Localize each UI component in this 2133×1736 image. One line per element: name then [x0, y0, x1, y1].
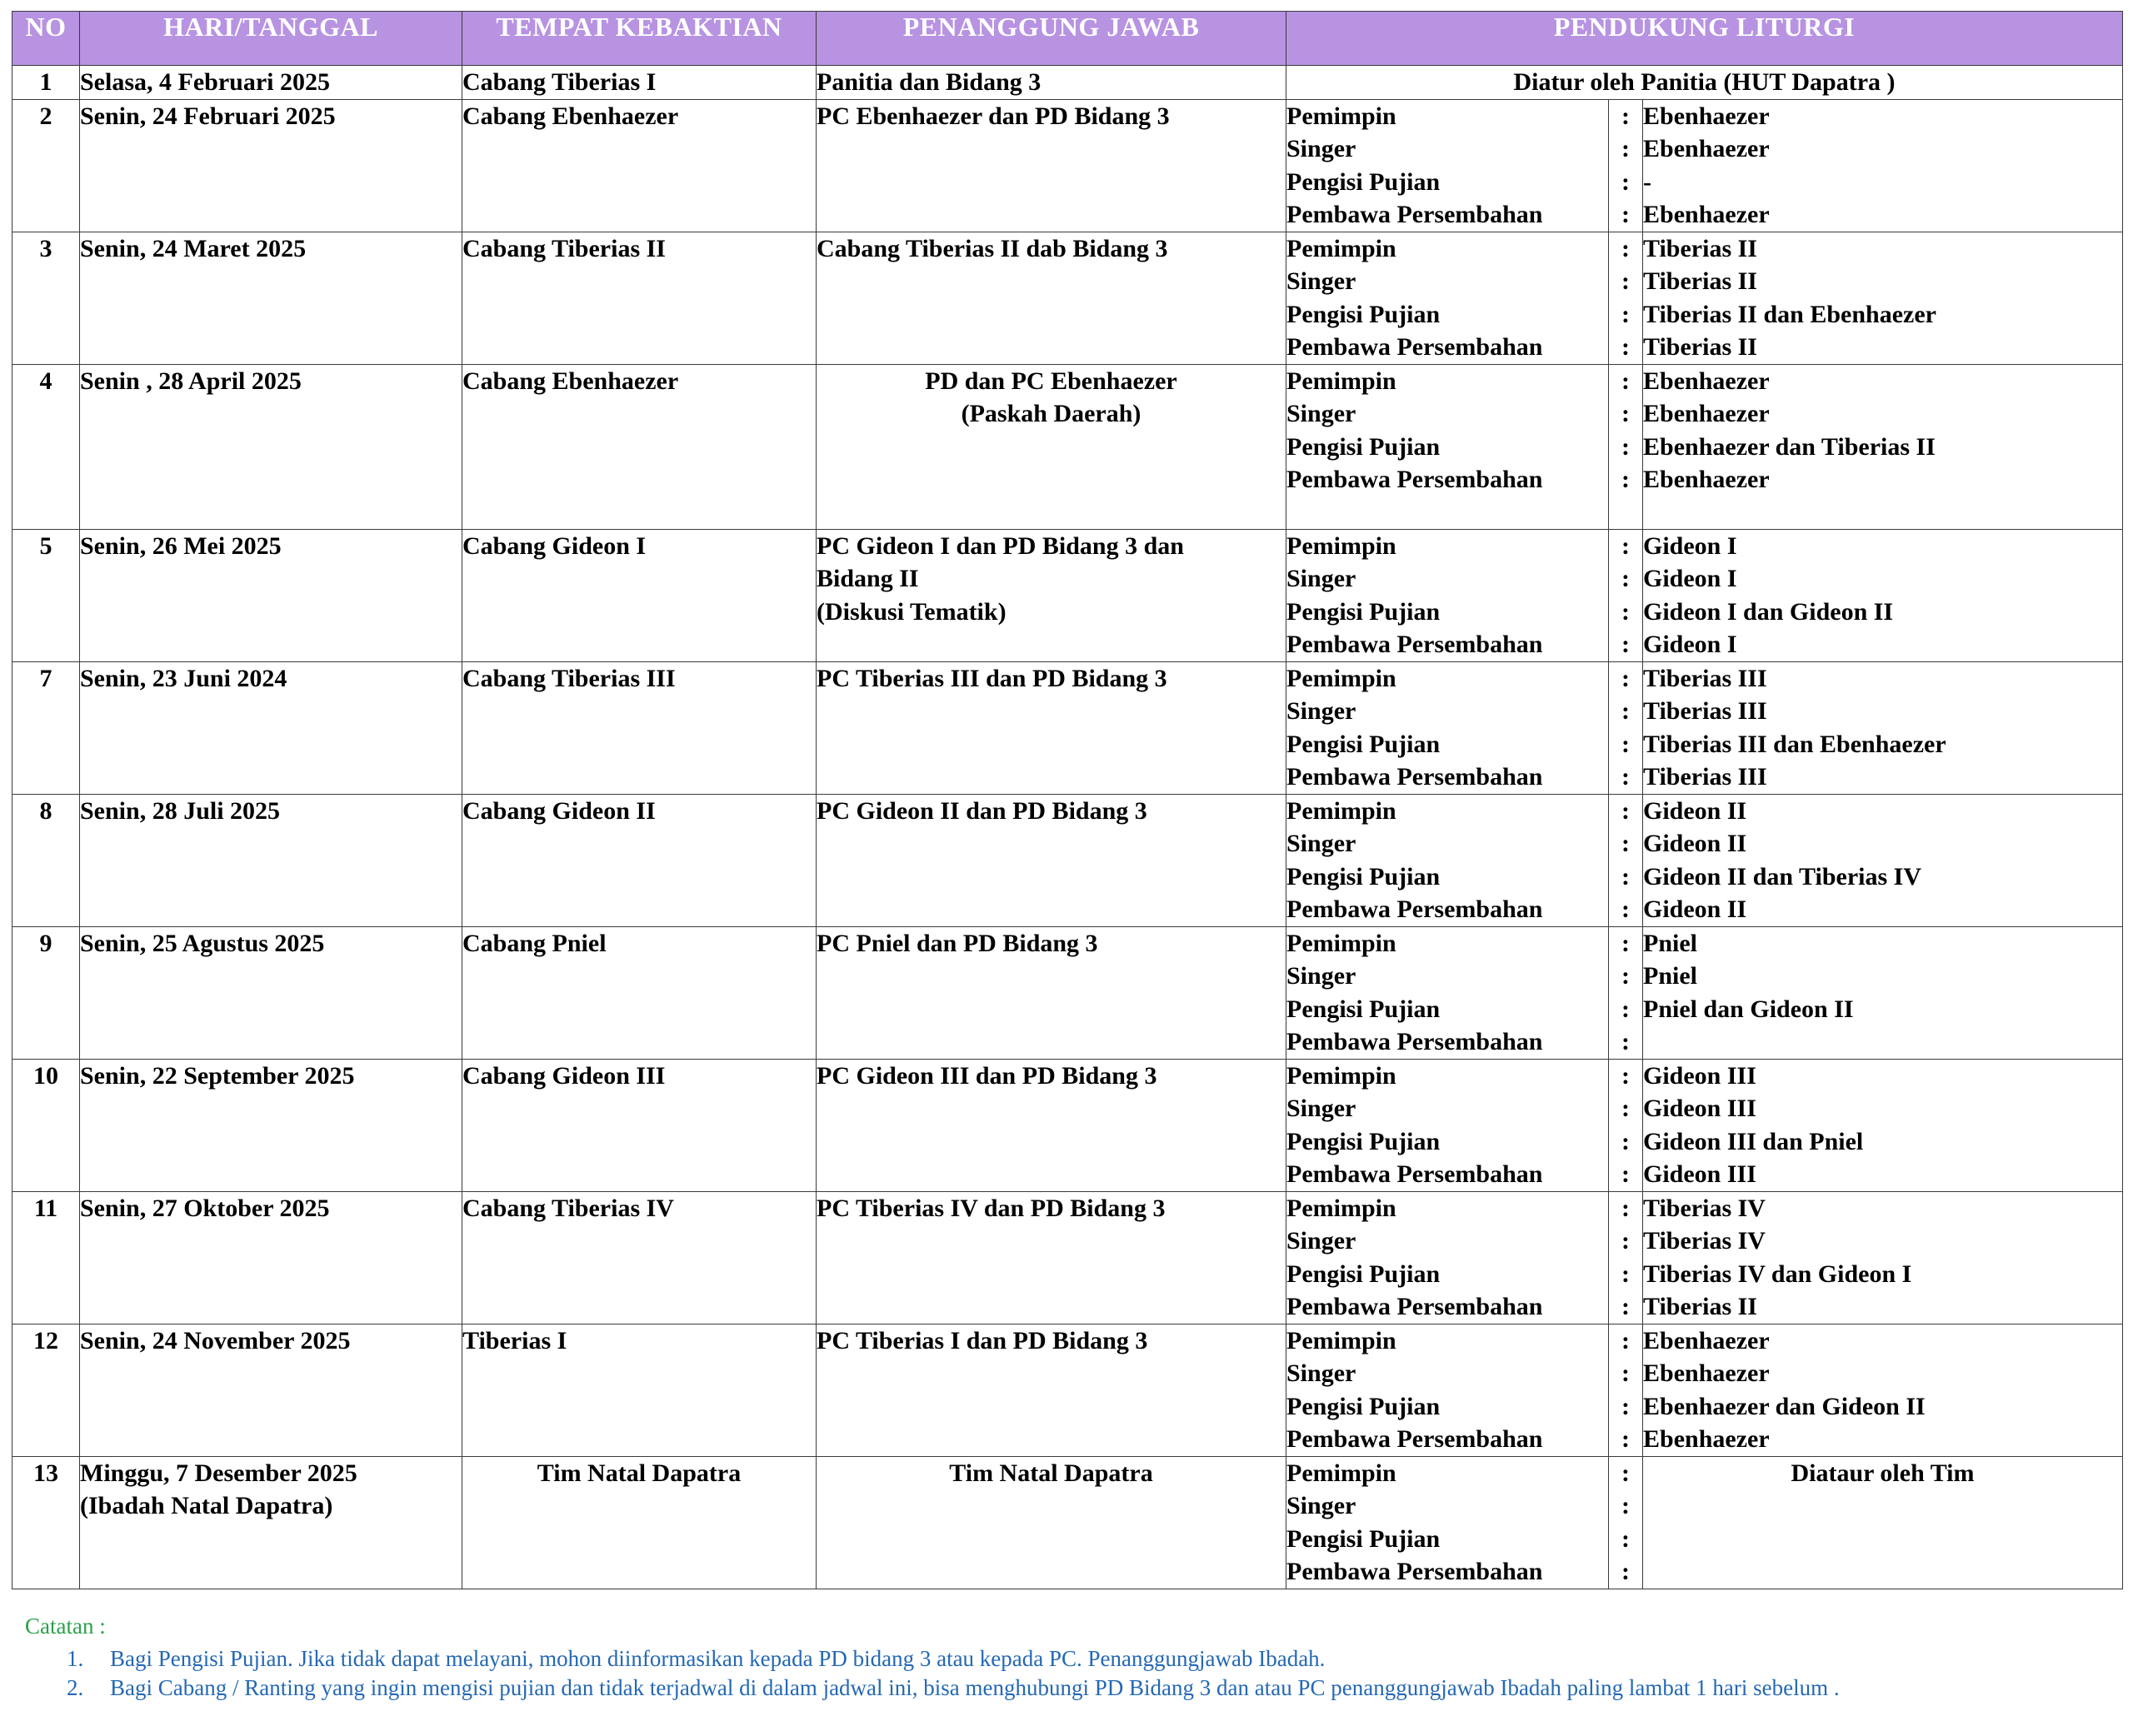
- colon-separator: :: [1621, 1524, 1630, 1553]
- role-value: Pniel dan Gideon II: [1643, 995, 1854, 1023]
- colon-separator: :: [1621, 1359, 1630, 1387]
- role-label: Pembawa Persembahan: [1286, 1558, 1543, 1585]
- role-value: Ebenhaezer: [1643, 400, 1770, 427]
- role-label: Pengisi Pujian: [1286, 1127, 1441, 1155]
- role-label: Singer: [1286, 267, 1356, 295]
- header-row: [12, 12, 2123, 66]
- role-label: Pembawa Persembahan: [1286, 1425, 1543, 1453]
- row-pic: [817, 1324, 1286, 1456]
- role-value: Ebenhaezer: [1643, 1425, 1770, 1453]
- row-number: 4: [12, 364, 80, 529]
- role-labels: [1286, 232, 1609, 364]
- notes-title: Catatan :: [25, 1614, 106, 1639]
- pic-line: Cabang Tiberias II dab Bidang 3: [817, 234, 1168, 262]
- role-value: Pniel: [1643, 962, 1697, 990]
- colon-column: [1609, 99, 1643, 232]
- role-value: Ebenhaezer dan Tiberias II: [1643, 432, 1936, 461]
- colon-separator: :: [1621, 697, 1630, 725]
- notes-list: [67, 1646, 1840, 1704]
- colon-column: [1609, 1191, 1643, 1324]
- role-label: Pembawa Persembahan: [1286, 466, 1543, 493]
- row-date: Senin, 24 Maret 2025: [80, 232, 462, 364]
- colon-separator: :: [1621, 1392, 1630, 1420]
- role-label: Pengisi Pujian: [1286, 597, 1441, 626]
- row-place: Cabang Pniel: [462, 926, 817, 1059]
- colon-separator: :: [1621, 664, 1630, 692]
- role-label: Pengisi Pujian: [1286, 1260, 1441, 1288]
- row-place: Cabang Tiberias III: [462, 661, 817, 794]
- row-date: [80, 1456, 462, 1589]
- colon-separator: :: [1621, 234, 1630, 262]
- role-label: Pembawa Persembahan: [1286, 895, 1543, 923]
- table-row: [12, 1324, 2123, 1456]
- row-date: Senin, 24 November 2025: [80, 1324, 462, 1456]
- colon-separator: :: [1621, 300, 1630, 328]
- role-label: Pembawa Persembahan: [1286, 333, 1543, 361]
- role-label: Singer: [1286, 1095, 1356, 1122]
- role-value: Ebenhaezer: [1643, 1326, 1770, 1354]
- role-label: Pembawa Persembahan: [1286, 763, 1543, 791]
- role-label: Singer: [1286, 1359, 1356, 1387]
- table-row: [12, 794, 2123, 926]
- role-value: Tiberias II dan Ebenhaezer: [1643, 300, 1936, 328]
- role-label: Pemimpin: [1286, 102, 1396, 130]
- pic-line: Bidang II: [817, 565, 919, 592]
- row-pic: [817, 661, 1286, 794]
- colon-column: [1609, 661, 1643, 794]
- colon-column: [1609, 794, 1643, 926]
- role-value: Gideon III: [1643, 1061, 1756, 1090]
- colon-separator: :: [1621, 1227, 1630, 1255]
- row-number: 10: [12, 1059, 80, 1191]
- row-place: Cabang Tiberias I: [462, 66, 817, 100]
- colon-separator: :: [1621, 1459, 1630, 1487]
- colon-column: [1609, 529, 1643, 661]
- role-label: Pengisi Pujian: [1286, 730, 1441, 758]
- colon-separator: :: [1621, 1425, 1630, 1453]
- pic-line: PC Tiberias IV dan PD Bidang 3: [817, 1194, 1166, 1222]
- role-value: Tiberias II: [1643, 267, 1757, 295]
- header-no: NO: [12, 12, 80, 66]
- colon-separator: :: [1621, 597, 1630, 626]
- pic-line: (Paskah Daerah): [961, 400, 1141, 427]
- role-label: Singer: [1286, 1227, 1356, 1255]
- role-label: Singer: [1286, 565, 1356, 592]
- row-number: 8: [12, 794, 80, 926]
- colon-separator: :: [1621, 1558, 1630, 1585]
- table-row: [12, 99, 2123, 232]
- role-label: Pembawa Persembahan: [1286, 1028, 1543, 1055]
- role-values: [1643, 364, 2123, 529]
- row-pic: [817, 1059, 1286, 1191]
- row-pic: Tim Natal Dapatra: [817, 1456, 1286, 1589]
- role-values: [1643, 1059, 2123, 1191]
- pic-line: PC Gideon II dan PD Bidang 3: [817, 796, 1147, 825]
- row-number: 13: [12, 1456, 80, 1589]
- role-label: Pemimpin: [1286, 367, 1396, 395]
- role-labels: [1286, 529, 1609, 661]
- pic-line: PC Gideon I dan PD Bidang 3 dan: [817, 531, 1184, 560]
- row-number: 9: [12, 926, 80, 1059]
- role-labels: [1286, 1456, 1609, 1589]
- table-row: [12, 1456, 2123, 1589]
- colon-separator: :: [1621, 1260, 1630, 1288]
- table-row: [12, 364, 2123, 529]
- role-label: Singer: [1286, 962, 1356, 990]
- role-labels: [1286, 926, 1609, 1059]
- colon-separator: :: [1621, 1293, 1630, 1320]
- row-date: Senin, 27 Oktober 2025: [80, 1191, 462, 1324]
- note-text: Bagi Pengisi Pujian. Jika tidak dapat melayani, mohon diinformasikan kepada PD bidang 3 atau kepada PC. Penanggungjawab Ibadah.: [110, 1646, 1326, 1671]
- row-number: 5: [12, 529, 80, 661]
- role-labels: [1286, 1191, 1609, 1324]
- note-text: Bagi Cabang / Ranting yang ingin mengisi pujian dan tidak terjadwal di dalam jadwal ini, bisa menghubungi PD Bidang 3 dan atau PC penanggungjawab Ibadah paling lambat 1 hari sebelum .: [110, 1675, 1840, 1700]
- row-number: 1: [12, 66, 80, 100]
- role-labels: [1286, 1324, 1609, 1456]
- row-date: Senin, 25 Agustus 2025: [80, 926, 462, 1059]
- role-values: [1643, 1191, 2123, 1324]
- colon-separator: :: [1621, 267, 1630, 295]
- role-label: Pemimpin: [1286, 531, 1396, 560]
- role-label: Pemimpin: [1286, 664, 1396, 692]
- role-label: Pemimpin: [1286, 1061, 1396, 1090]
- colon-separator: :: [1621, 466, 1630, 493]
- role-value: Gideon III: [1643, 1095, 1756, 1122]
- role-label: Pengisi Pujian: [1286, 432, 1441, 461]
- role-values: [1643, 232, 2123, 364]
- row-place: Cabang Ebenhaezer: [462, 99, 817, 232]
- table-row: [12, 529, 2123, 661]
- role-label: Pengisi Pujian: [1286, 1524, 1441, 1553]
- row-date: Senin, 23 Juni 2024: [80, 661, 462, 794]
- row-date: Senin, 28 Juli 2025: [80, 794, 462, 926]
- role-label: Pengisi Pujian: [1286, 300, 1441, 328]
- role-values: [1643, 1324, 2123, 1456]
- role-value: Tiberias IV: [1643, 1227, 1766, 1255]
- row-date: Senin, 26 Mei 2025: [80, 529, 462, 661]
- colon-separator: :: [1621, 796, 1630, 825]
- role-label: Pemimpin: [1286, 1459, 1396, 1487]
- colon-separator: :: [1621, 432, 1630, 461]
- role-value: Tiberias II: [1643, 234, 1757, 262]
- row-pic: [817, 529, 1286, 661]
- role-label: Pembawa Persembahan: [1286, 1293, 1543, 1320]
- colon-column: [1609, 232, 1643, 364]
- role-value: Gideon II: [1643, 895, 1747, 923]
- role-value: Gideon I: [1643, 531, 1737, 560]
- row-date: Selasa, 4 Februari 2025: [80, 66, 462, 100]
- colon-separator: :: [1621, 929, 1630, 957]
- row-place: Cabang Gideon I: [462, 529, 817, 661]
- role-label: Pengisi Pujian: [1286, 862, 1441, 890]
- colon-separator: :: [1621, 565, 1630, 592]
- role-value: Ebenhaezer: [1643, 102, 1770, 130]
- colon-column: [1609, 1059, 1643, 1191]
- colon-separator: :: [1621, 1061, 1630, 1090]
- role-label: Pemimpin: [1286, 1326, 1396, 1354]
- role-values: [1643, 794, 2123, 926]
- pic-line: (Diskusi Tematik): [817, 597, 1007, 626]
- role-label: Pemimpin: [1286, 796, 1396, 825]
- colon-column: [1609, 364, 1643, 529]
- header-place: TEMPAT KEBAKTIAN: [462, 12, 817, 66]
- role-value: Gideon II: [1643, 830, 1747, 857]
- role-label: Singer: [1286, 400, 1356, 427]
- pic-line: PC Tiberias I dan PD Bidang 3: [817, 1326, 1148, 1354]
- note-number: 1.: [67, 1646, 84, 1671]
- role-value: Tiberias II: [1643, 1293, 1757, 1320]
- role-label: Pengisi Pujian: [1286, 167, 1441, 196]
- header-support: PENDUKUNG LITURGI: [1286, 12, 2123, 66]
- header-date: HARI/TANGGAL: [80, 12, 462, 66]
- colon-column: [1609, 1324, 1643, 1456]
- colon-separator: :: [1621, 400, 1630, 427]
- role-labels: [1286, 99, 1609, 232]
- row-pic: [817, 232, 1286, 364]
- colon-separator: :: [1621, 1194, 1630, 1222]
- colon-separator: :: [1621, 201, 1630, 228]
- colon-separator: :: [1621, 1492, 1630, 1519]
- colon-separator: :: [1621, 995, 1630, 1023]
- row-date: Senin, 22 September 2025: [80, 1059, 462, 1191]
- role-label: Pembawa Persembahan: [1286, 201, 1543, 228]
- schedule-table: [12, 11, 2123, 1589]
- row-pic: [817, 99, 1286, 232]
- row-pic: [817, 1191, 1286, 1324]
- role-label: Pemimpin: [1286, 1194, 1396, 1222]
- row-place: Cabang Ebenhaezer: [462, 364, 817, 529]
- role-value: Ebenhaezer: [1643, 201, 1770, 228]
- row-pic: [817, 364, 1286, 529]
- row-place: Tim Natal Dapatra: [462, 1456, 817, 1589]
- role-value: [1643, 1025, 2122, 1059]
- role-value: Ebenhaezer: [1643, 1359, 1770, 1387]
- role-label: Singer: [1286, 135, 1356, 162]
- role-value: Tiberias III: [1643, 697, 1767, 725]
- role-value: Tiberias IV: [1643, 1194, 1766, 1222]
- role-label: Pemimpin: [1286, 234, 1396, 262]
- role-label: Pembawa Persembahan: [1286, 1160, 1543, 1188]
- row-number: 12: [12, 1324, 80, 1456]
- note-number: 2.: [67, 1675, 84, 1700]
- colon-separator: :: [1621, 631, 1630, 658]
- colon-separator: :: [1621, 167, 1630, 196]
- table-row: [12, 1059, 2123, 1191]
- role-value: Ebenhaezer: [1643, 135, 1770, 162]
- row-pic: Panitia dan Bidang 3: [817, 66, 1286, 100]
- colon-separator: :: [1621, 333, 1630, 361]
- role-value: Gideon III: [1643, 1160, 1756, 1188]
- pic-line: PD dan PC Ebenhaezer: [925, 367, 1177, 395]
- role-value: Gideon I: [1643, 631, 1737, 658]
- colon-separator: :: [1621, 962, 1630, 990]
- table-row: [12, 926, 2123, 1059]
- colon-separator: :: [1621, 1326, 1630, 1354]
- row-place: Cabang Tiberias II: [462, 232, 817, 364]
- role-labels: [1286, 1059, 1609, 1191]
- role-value: Tiberias III: [1643, 664, 1767, 692]
- role-label: Singer: [1286, 1492, 1356, 1519]
- row-place: Cabang Gideon III: [462, 1059, 817, 1191]
- row-pic: [817, 794, 1286, 926]
- role-values: [1643, 99, 2123, 232]
- table-row: [12, 66, 2123, 100]
- pic-line: PC Gideon III dan PD Bidang 3: [817, 1061, 1157, 1090]
- date-line: (Ibadah Natal Dapatra): [80, 1492, 333, 1519]
- role-value: Tiberias III: [1643, 763, 1767, 791]
- row-support: Diataur oleh Tim: [1643, 1456, 2123, 1589]
- row-pic: [817, 926, 1286, 1059]
- colon-separator: :: [1621, 730, 1630, 758]
- role-label: Singer: [1286, 830, 1356, 857]
- role-value: Pniel: [1643, 929, 1697, 957]
- role-label: Pemimpin: [1286, 929, 1396, 957]
- row-date: Senin , 28 April 2025: [80, 364, 462, 529]
- role-labels: [1286, 794, 1609, 926]
- row-number: 3: [12, 232, 80, 364]
- row-place: Cabang Tiberias IV: [462, 1191, 817, 1324]
- role-values: [1643, 661, 2123, 794]
- colon-separator: :: [1621, 102, 1630, 130]
- role-value: Gideon III dan Pniel: [1643, 1127, 1864, 1155]
- table-row: [12, 1191, 2123, 1324]
- row-support: Diatur oleh Panitia (HUT Dapatra ): [1286, 66, 2123, 100]
- row-number: 7: [12, 661, 80, 794]
- role-value: Ebenhaezer: [1643, 367, 1770, 395]
- row-place: Tiberias I: [462, 1324, 817, 1456]
- row-place: Cabang Gideon II: [462, 794, 817, 926]
- role-values: [1643, 529, 2123, 661]
- colon-separator: :: [1621, 1028, 1630, 1055]
- row-number: 2: [12, 99, 80, 232]
- role-value: -: [1643, 167, 1651, 196]
- role-label: Pengisi Pujian: [1286, 1392, 1441, 1420]
- colon-separator: :: [1621, 1160, 1630, 1188]
- role-label: Pengisi Pujian: [1286, 995, 1441, 1023]
- role-value: Ebenhaezer: [1643, 466, 1770, 493]
- note-item: [67, 1675, 1840, 1704]
- header-pic: PENANGGUNG JAWAB: [817, 12, 1286, 66]
- pic-line: PC Pniel dan PD Bidang 3: [817, 929, 1098, 957]
- colon-separator: :: [1621, 1127, 1630, 1155]
- role-value: Gideon II dan Tiberias IV: [1643, 862, 1921, 890]
- colon-separator: :: [1621, 135, 1630, 162]
- role-value: Gideon II: [1643, 796, 1747, 825]
- role-value: Tiberias III dan Ebenhaezer: [1643, 730, 1946, 758]
- colon-separator: :: [1621, 830, 1630, 857]
- role-values: [1643, 926, 2123, 1059]
- role-value: Tiberias II: [1643, 333, 1757, 361]
- table-row: [12, 661, 2123, 794]
- role-label: Pembawa Persembahan: [1286, 631, 1543, 658]
- colon-column: [1609, 926, 1643, 1059]
- row-number: 11: [12, 1191, 80, 1324]
- role-labels: [1286, 661, 1609, 794]
- colon-column: [1609, 1456, 1643, 1589]
- role-value: Gideon I: [1643, 565, 1737, 592]
- role-label: Singer: [1286, 697, 1356, 725]
- role-labels: [1286, 364, 1609, 529]
- colon-separator: :: [1621, 367, 1630, 395]
- colon-separator: :: [1621, 862, 1630, 890]
- date-line: Minggu, 7 Desember 2025: [80, 1459, 357, 1487]
- colon-separator: :: [1621, 763, 1630, 791]
- row-date: Senin, 24 Februari 2025: [80, 99, 462, 232]
- pic-line: PC Ebenhaezer dan PD Bidang 3: [817, 102, 1170, 130]
- colon-separator: :: [1621, 1095, 1630, 1122]
- note-item: [67, 1646, 1840, 1675]
- role-value: Gideon I dan Gideon II: [1643, 597, 1894, 626]
- table-row: [12, 232, 2123, 364]
- role-value: Ebenhaezer dan Gideon II: [1643, 1392, 1926, 1420]
- colon-separator: :: [1621, 895, 1630, 923]
- pic-line: PC Tiberias III dan PD Bidang 3: [817, 664, 1167, 692]
- role-value: Tiberias IV dan Gideon I: [1643, 1260, 1912, 1288]
- colon-separator: :: [1621, 531, 1630, 560]
